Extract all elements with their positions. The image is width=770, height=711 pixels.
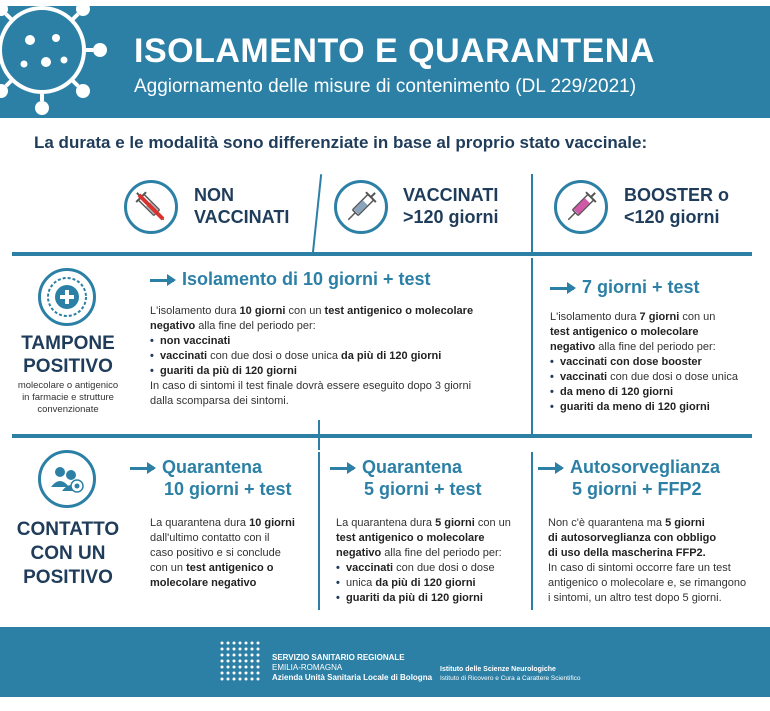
contatto-heading-3: Autosorveglianza 5 giorni + FFP2 <box>538 456 720 500</box>
row-label-contatto: CONTATTO CON UN POSITIVO <box>16 519 120 588</box>
footer-isn-line2: Istituto di Ricovero e Cura a Carattere Scientifico <box>440 675 581 682</box>
divider-top <box>12 252 752 256</box>
footer-ssr-line2: EMILIA-ROMAGNA <box>272 663 343 672</box>
page-subtitle: Aggiornamento delle misure di contenimento (DL 229/2021) <box>134 76 637 97</box>
syringe-icon <box>334 180 388 234</box>
col-header-non-vaccinati: NON VACCINATI <box>194 185 290 227</box>
col-divider-2-contatto <box>531 452 533 610</box>
contatto-heading-2: Quarantena 5 giorni + test <box>330 456 482 500</box>
col-divider-1-tampone <box>318 420 320 450</box>
col-divider-2-header <box>531 174 533 254</box>
contatto-text-3: Non c'è quarantena ma 5 giorni di autosorveglianza con obbligo di uso della mascherina FFP2. In caso di sintomi occorre fare un test antigenico o molecolare e, se rimangono i sintomi, un altro test dopo 5 giorni. <box>548 517 747 604</box>
tampone-text-1: L'isolamento dura 10 giorni con un test antigenico o molecolare negativo alla fine del periodo per: • non vaccinati • vaccinati con due dosi o dose unica da più di 120 giorni • guariti da più di 120 giorni In caso di sintomi il test finale dovrà essere eseguito dopo 3 giorni dalla scomparsa dei sintomi. <box>150 304 510 409</box>
divider-middle <box>12 434 752 438</box>
col-header-booster: BOOSTER o <120 giorni <box>624 185 730 227</box>
arrow-icon <box>130 467 154 470</box>
footer-banner <box>0 627 770 711</box>
virus-icon <box>0 0 112 120</box>
footer-ssr-line3: Azienda Unità Sanitaria Locale di Bologna <box>272 673 433 682</box>
page-title: ISOLAMENTO E QUARANTENA <box>134 32 655 70</box>
col-divider-1-contatto <box>318 452 320 610</box>
col-divider-2-tampone <box>531 258 533 436</box>
arrow-icon <box>330 467 354 470</box>
contatto-text-1: La quarantena dura 10 giorni dall'ultimo contatto con il caso positivo e si conclude con un test antigenico o molecolare negativo <box>150 517 295 589</box>
row-sublabel-tampone: molecolare o antigenico in farmacie e strutture convenzionate <box>17 380 119 415</box>
people-virus-icon <box>38 450 96 508</box>
arrow-icon <box>150 279 174 282</box>
arrow-icon <box>538 467 562 470</box>
footer-isn-line1: Istituto delle Scienze Neurologiche <box>440 666 556 673</box>
tampone-heading-3: 7 giorni + test <box>550 276 700 298</box>
tampone-text-3: L'isolamento dura 7 giorni con un test antigenico o molecolare negativo alla fine del periodo per: • vaccinati con dose booster • vaccinati con due dosi o dose unica • da meno di 120 giorni • guariti da meno di 120 giorni <box>550 310 750 415</box>
tampone-heading-1: Isolamento di 10 giorni + test <box>150 268 431 290</box>
intro-text: La durata e le modalità sono differenziate in base al proprio stato vaccinale: <box>34 133 648 152</box>
contatto-text-2: La quarantena dura 5 giorni con un test antigenico o molecolare negativo alla fine del periodo per: • vaccinati con due dosi o dose • unica da più di 120 giorni • guariti da più di 120 giorni <box>336 516 526 606</box>
ssr-logo-icon <box>218 639 262 683</box>
arrow-icon <box>550 287 574 290</box>
syringe-pink-icon <box>554 180 608 234</box>
header-banner <box>0 0 770 118</box>
test-tube-plus-icon <box>38 268 96 326</box>
footer-ssr-line1: SERVIZIO SANITARIO REGIONALE <box>272 653 405 662</box>
col-header-vaccinati: VACCINATI >120 giorni <box>403 185 499 227</box>
row-label-tampone: TAMPONE POSITIVO <box>21 333 115 377</box>
contatto-heading-1: Quarantena 10 giorni + test <box>130 456 292 500</box>
crossed-syringe-icon <box>124 180 178 234</box>
col-divider-1-header <box>312 174 322 254</box>
